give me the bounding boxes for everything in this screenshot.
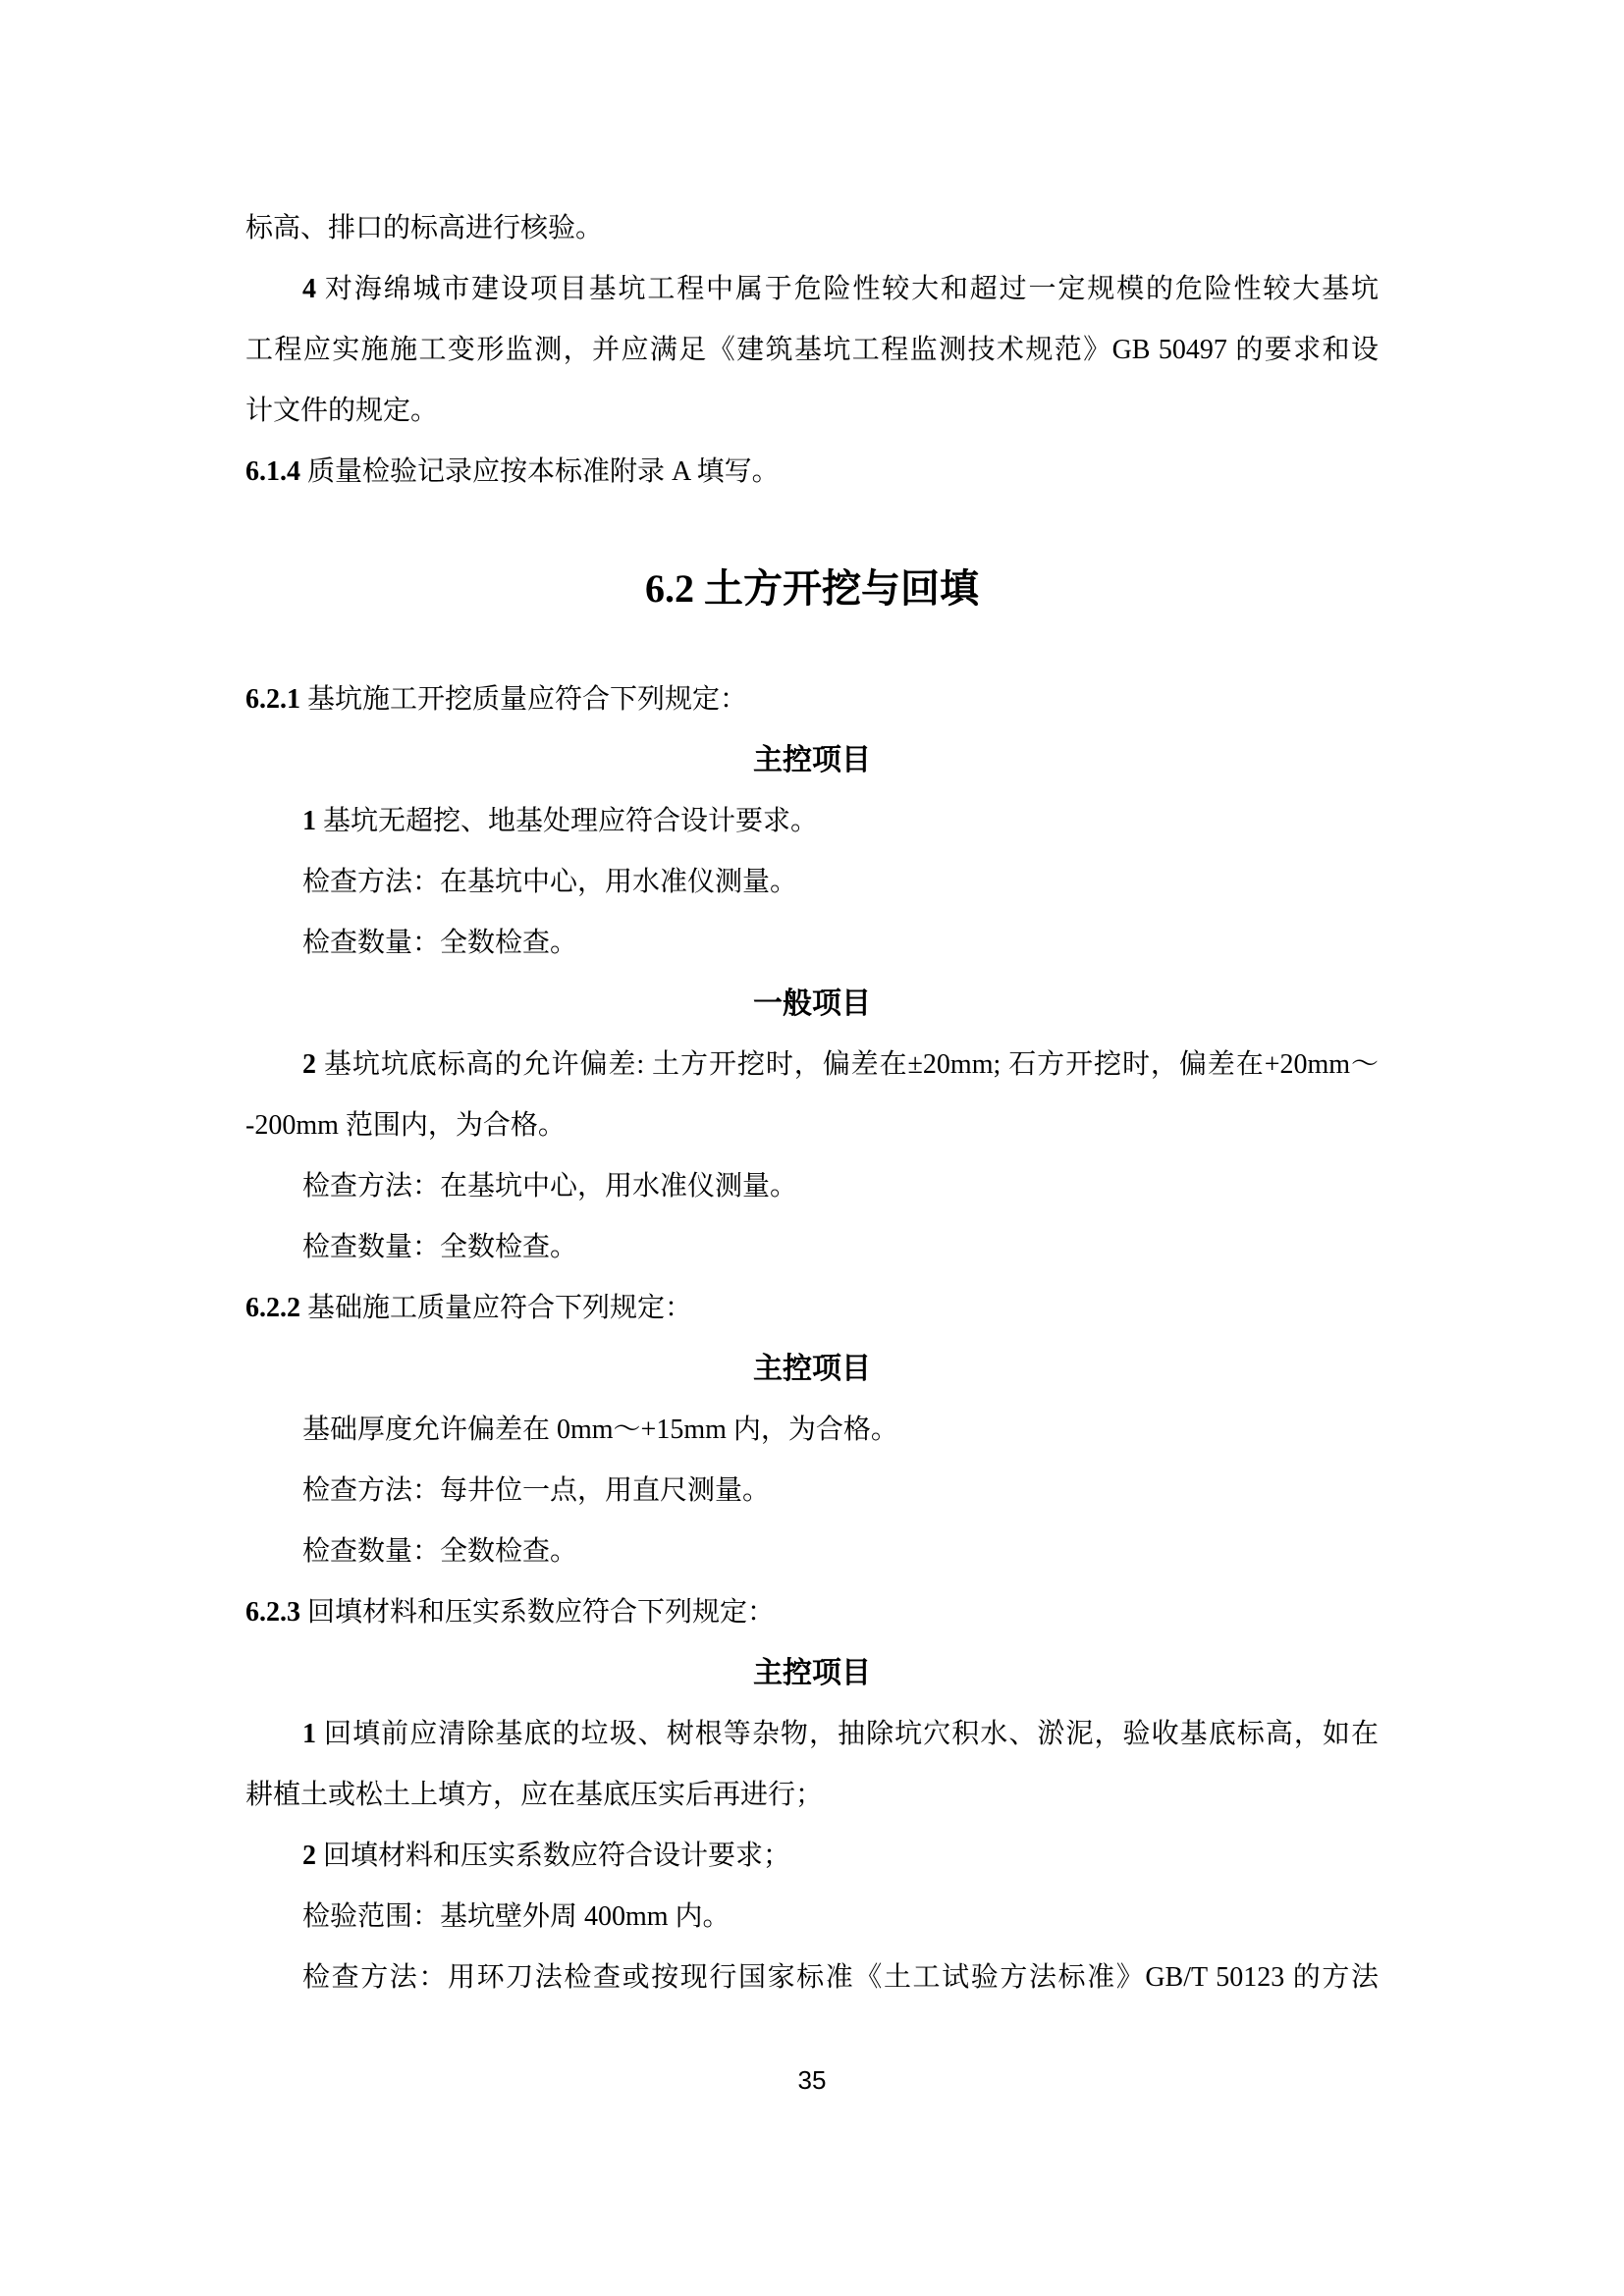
text-run: 计文件的规定。 — [245, 396, 439, 426]
item-number-run: 6.2.3 — [245, 1597, 300, 1628]
text-line — [245, 1582, 1379, 1643]
text-line — [245, 259, 1379, 320]
item-number-run: 2 — [302, 1049, 316, 1080]
item-number-run: 主控项目 — [753, 1353, 871, 1385]
text-run: 对海绵城市建设项目基坑工程中属于危险性较大和超过一定规模的危险性较大基坑 — [316, 274, 1379, 304]
subsection-heading — [245, 974, 1379, 1035]
text-run: 基坑坑底标高的允许偏差: 土方开挖时，偏差在±20mm; 石方开挖时，偏差在+20mm～ — [316, 1049, 1379, 1080]
text-run: 检查数量：全数检查。 — [302, 1536, 578, 1567]
item-number-run: 6.1.4 — [245, 456, 300, 487]
text-line — [245, 669, 1379, 730]
item-number-run: 4 — [302, 274, 316, 304]
subsection-heading — [245, 1339, 1379, 1400]
text-line — [245, 852, 1379, 913]
text-line — [245, 913, 1379, 974]
text-run: 检查方法：在基坑中心，用水准仪测量。 — [302, 867, 798, 897]
item-number-run: 1 — [302, 806, 316, 836]
text-line — [245, 1887, 1379, 1948]
text-run: 检查方法：用环刀法检查或按现行国家标准《土工试验方法标准》GB/T 50123 的方法 — [302, 1962, 1379, 1993]
text-line — [245, 1461, 1379, 1522]
item-number-run: 6.2.2 — [245, 1293, 300, 1323]
text-run: 检查方法：每井位一点，用直尺测量。 — [302, 1475, 771, 1506]
text-run: 基础施工质量应符合下列规定： — [300, 1293, 693, 1323]
text-run: 基坑施工开挖质量应符合下列规定： — [300, 684, 748, 715]
item-number-run: 主控项目 — [753, 1657, 871, 1689]
text-line — [245, 1522, 1379, 1582]
text-line — [245, 1035, 1379, 1095]
text-run: 回填材料和压实系数应符合下列规定： — [300, 1597, 776, 1628]
item-number-run: 6.2.1 — [245, 684, 300, 715]
text-run: 检查数量：全数检查。 — [302, 928, 578, 958]
text-run: 标高、排口的标高进行核验。 — [245, 213, 604, 243]
text-run: 检验范围：基坑壁外周 400mm 内。 — [302, 1901, 731, 1932]
text-run: 回填前应清除基底的垃圾、树根等杂物，抽除坑穴积水、淤泥，验收基底标高，如在 — [316, 1719, 1379, 1749]
text-line — [245, 198, 1379, 259]
text-line — [245, 1704, 1379, 1765]
item-number-run: 2 — [302, 1841, 316, 1871]
text-run: 耕植土或松土上填方，应在基底压实后再进行； — [245, 1780, 824, 1810]
text-run: 基坑无超挖、地基处理应符合设计要求。 — [316, 806, 819, 836]
text-line — [245, 1278, 1379, 1339]
text-run: 工程应实施施工变形监测，并应满足《建筑基坑工程监测技术规范》GB 50497 的要求和设 — [245, 335, 1379, 365]
page-number: 35 — [797, 2065, 827, 2095]
text-line — [245, 1156, 1379, 1217]
text-line — [245, 1826, 1379, 1887]
text-line — [245, 381, 1379, 442]
item-number-run: 主控项目 — [753, 744, 871, 776]
text-line — [245, 1948, 1379, 2008]
item-number-run: 1 — [302, 1719, 316, 1749]
text-run: 检查方法：在基坑中心，用水准仪测量。 — [302, 1171, 798, 1201]
text-run: 回填材料和压实系数应符合设计要求； — [316, 1841, 791, 1871]
item-number-run: 一般项目 — [753, 988, 871, 1020]
subsection-heading — [245, 730, 1379, 791]
document-content — [245, 0, 1379, 2008]
text-line — [245, 320, 1379, 381]
text-line — [245, 442, 1379, 503]
text-run: 基础厚度允许偏差在 0mm～+15mm 内，为合格。 — [302, 1415, 898, 1445]
text-line — [245, 791, 1379, 852]
text-line — [245, 1400, 1379, 1461]
subsection-heading — [245, 1643, 1379, 1704]
text-line — [245, 1095, 1379, 1156]
text-line — [245, 1217, 1379, 1278]
text-line — [245, 1765, 1379, 1826]
item-number-run: 6.2 土方开挖与回填 — [645, 566, 979, 611]
section-heading — [245, 560, 1379, 618]
text-run: 质量检验记录应按本标准附录 A 填写。 — [300, 456, 780, 487]
text-run: 检查数量：全数检查。 — [302, 1232, 578, 1262]
text-run: -200mm 范围内，为合格。 — [245, 1110, 566, 1141]
